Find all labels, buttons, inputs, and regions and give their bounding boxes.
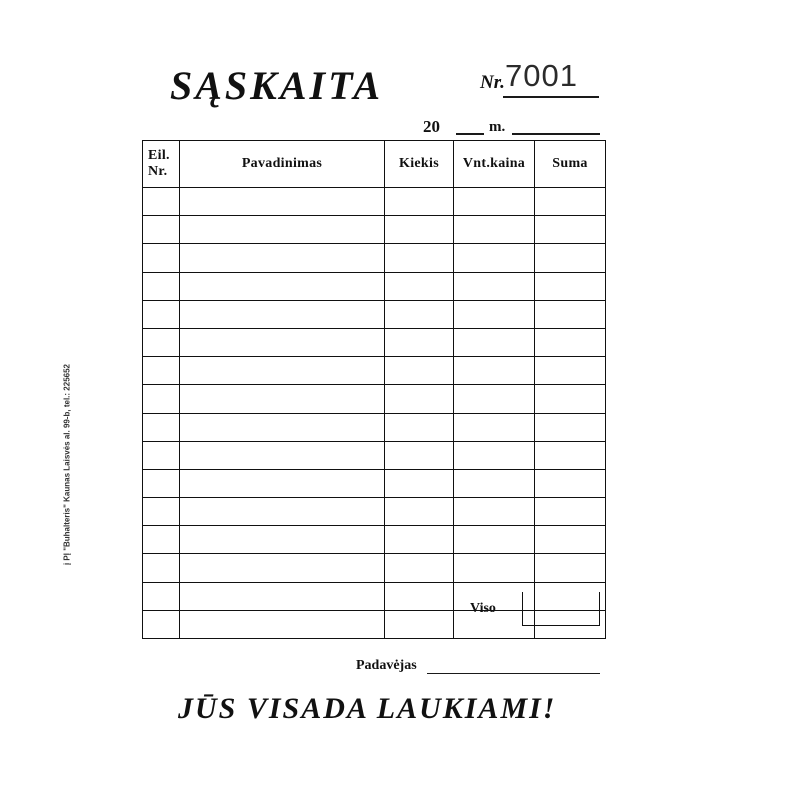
cell-vnt-kaina[interactable] [454, 413, 535, 441]
page-title: SĄSKAITA [170, 63, 384, 108]
cell-vnt-kaina[interactable] [454, 272, 535, 300]
cell-pavadinimas[interactable] [180, 526, 385, 554]
cell-pavadinimas[interactable] [180, 469, 385, 497]
cell-kiekis[interactable] [385, 498, 454, 526]
cell-suma[interactable] [535, 300, 606, 328]
column-header-kiekis: Kiekis [385, 141, 454, 188]
cell-kiekis[interactable] [385, 188, 454, 216]
cell-kiekis[interactable] [385, 216, 454, 244]
cell-vnt-kaina[interactable] [454, 498, 535, 526]
cell-suma[interactable] [535, 244, 606, 272]
table-header-row [143, 141, 606, 188]
cell-kiekis[interactable] [385, 300, 454, 328]
table-row [143, 216, 606, 244]
items-table-body [143, 188, 606, 639]
cell-eil-nr[interactable] [143, 498, 180, 526]
cell-suma[interactable] [535, 441, 606, 469]
table-row [143, 469, 606, 497]
date-blank-line[interactable] [512, 133, 600, 135]
cell-eil-nr[interactable] [143, 188, 180, 216]
cell-vnt-kaina[interactable] [454, 554, 535, 582]
table-row [143, 413, 606, 441]
table-row [143, 441, 606, 469]
column-header-eil-line1: Eil. [148, 147, 170, 163]
printer-imprint: į PĮ "Buhalteris" Kaunas Laisvės al. 99-b, tel.: 225652 [62, 364, 72, 566]
cell-suma[interactable] [535, 357, 606, 385]
cell-kiekis[interactable] [385, 554, 454, 582]
invoice-number-value: 7001 [505, 58, 578, 93]
cell-pavadinimas[interactable] [180, 300, 385, 328]
cell-suma[interactable] [535, 526, 606, 554]
cell-pavadinimas[interactable] [180, 328, 385, 356]
table-row [143, 300, 606, 328]
cell-suma[interactable] [535, 469, 606, 497]
items-table-head [143, 141, 606, 188]
cell-suma[interactable] [535, 272, 606, 300]
cell-kiekis[interactable] [385, 244, 454, 272]
table-row [143, 328, 606, 356]
cell-suma[interactable] [535, 385, 606, 413]
cell-eil-nr[interactable] [143, 328, 180, 356]
cell-kiekis[interactable] [385, 441, 454, 469]
cell-suma[interactable] [535, 216, 606, 244]
cell-pavadinimas[interactable] [180, 385, 385, 413]
cell-pavadinimas[interactable] [180, 498, 385, 526]
table-row [143, 188, 606, 216]
cell-suma[interactable] [535, 498, 606, 526]
cell-eil-nr[interactable] [143, 469, 180, 497]
items-table-wrapper [142, 140, 600, 592]
column-header-eil-line2: Nr. [148, 164, 168, 179]
cell-pavadinimas[interactable] [180, 272, 385, 300]
total-value-cell[interactable] [522, 592, 600, 626]
signature-line[interactable] [427, 673, 600, 674]
cell-suma[interactable] [535, 413, 606, 441]
cell-vnt-kaina[interactable] [454, 357, 535, 385]
cell-kiekis[interactable] [385, 272, 454, 300]
invoice-number-label: Nr. [480, 72, 505, 93]
column-header-vnt-kaina: Vnt.kaina [454, 141, 535, 188]
cell-eil-nr[interactable] [143, 385, 180, 413]
cell-eil-nr[interactable] [143, 216, 180, 244]
cell-pavadinimas[interactable] [180, 554, 385, 582]
cell-vnt-kaina[interactable] [454, 469, 535, 497]
table-row [143, 554, 606, 582]
cell-pavadinimas[interactable] [180, 441, 385, 469]
cell-suma[interactable] [535, 188, 606, 216]
cell-kiekis[interactable] [385, 328, 454, 356]
cell-pavadinimas[interactable] [180, 244, 385, 272]
table-row [143, 526, 606, 554]
cell-vnt-kaina[interactable] [454, 244, 535, 272]
cell-eil-nr[interactable] [143, 413, 180, 441]
table-row [143, 357, 606, 385]
cell-suma[interactable] [535, 554, 606, 582]
items-table [142, 140, 606, 639]
table-row [143, 272, 606, 300]
year-prefix-label: 20 [423, 117, 440, 136]
cell-eil-nr[interactable] [143, 272, 180, 300]
cell-pavadinimas[interactable] [180, 413, 385, 441]
footer-slogan: JŪS VISADA LAUKIAMI! [178, 692, 557, 725]
cell-eil-nr[interactable] [143, 357, 180, 385]
cell-kiekis[interactable] [385, 526, 454, 554]
cell-pavadinimas[interactable] [180, 357, 385, 385]
cell-vnt-kaina[interactable] [454, 441, 535, 469]
table-row [143, 498, 606, 526]
cell-eil-nr[interactable] [143, 554, 180, 582]
table-row [143, 244, 606, 272]
invoice-number-underline [503, 96, 599, 98]
cell-eil-nr[interactable] [143, 441, 180, 469]
year-blank-line[interactable] [456, 133, 484, 135]
cell-kiekis[interactable] [385, 469, 454, 497]
cell-vnt-kaina[interactable] [454, 188, 535, 216]
year-suffix-label: m. [489, 119, 506, 135]
cell-vnt-kaina[interactable] [454, 385, 535, 413]
cell-vnt-kaina[interactable] [454, 216, 535, 244]
cell-vnt-kaina[interactable] [454, 526, 535, 554]
cell-suma[interactable] [535, 328, 606, 356]
column-header-pavadinimas: Pavadinimas [180, 141, 385, 188]
cell-eil-nr[interactable] [143, 244, 180, 272]
cell-eil-nr[interactable] [143, 300, 180, 328]
cell-kiekis[interactable] [385, 413, 454, 441]
cell-vnt-kaina[interactable] [454, 328, 535, 356]
cell-eil-nr[interactable] [143, 526, 180, 554]
cell-kiekis[interactable] [385, 357, 454, 385]
signature-label: Padavėjas [356, 658, 417, 673]
total-row [142, 592, 600, 628]
cell-pavadinimas[interactable] [180, 188, 385, 216]
cell-pavadinimas[interactable] [180, 216, 385, 244]
cell-kiekis[interactable] [385, 385, 454, 413]
column-header-suma: Suma [535, 141, 606, 188]
table-row [143, 385, 606, 413]
column-header-eil-nr [143, 141, 180, 188]
total-label: Viso [470, 601, 496, 616]
cell-vnt-kaina[interactable] [454, 300, 535, 328]
